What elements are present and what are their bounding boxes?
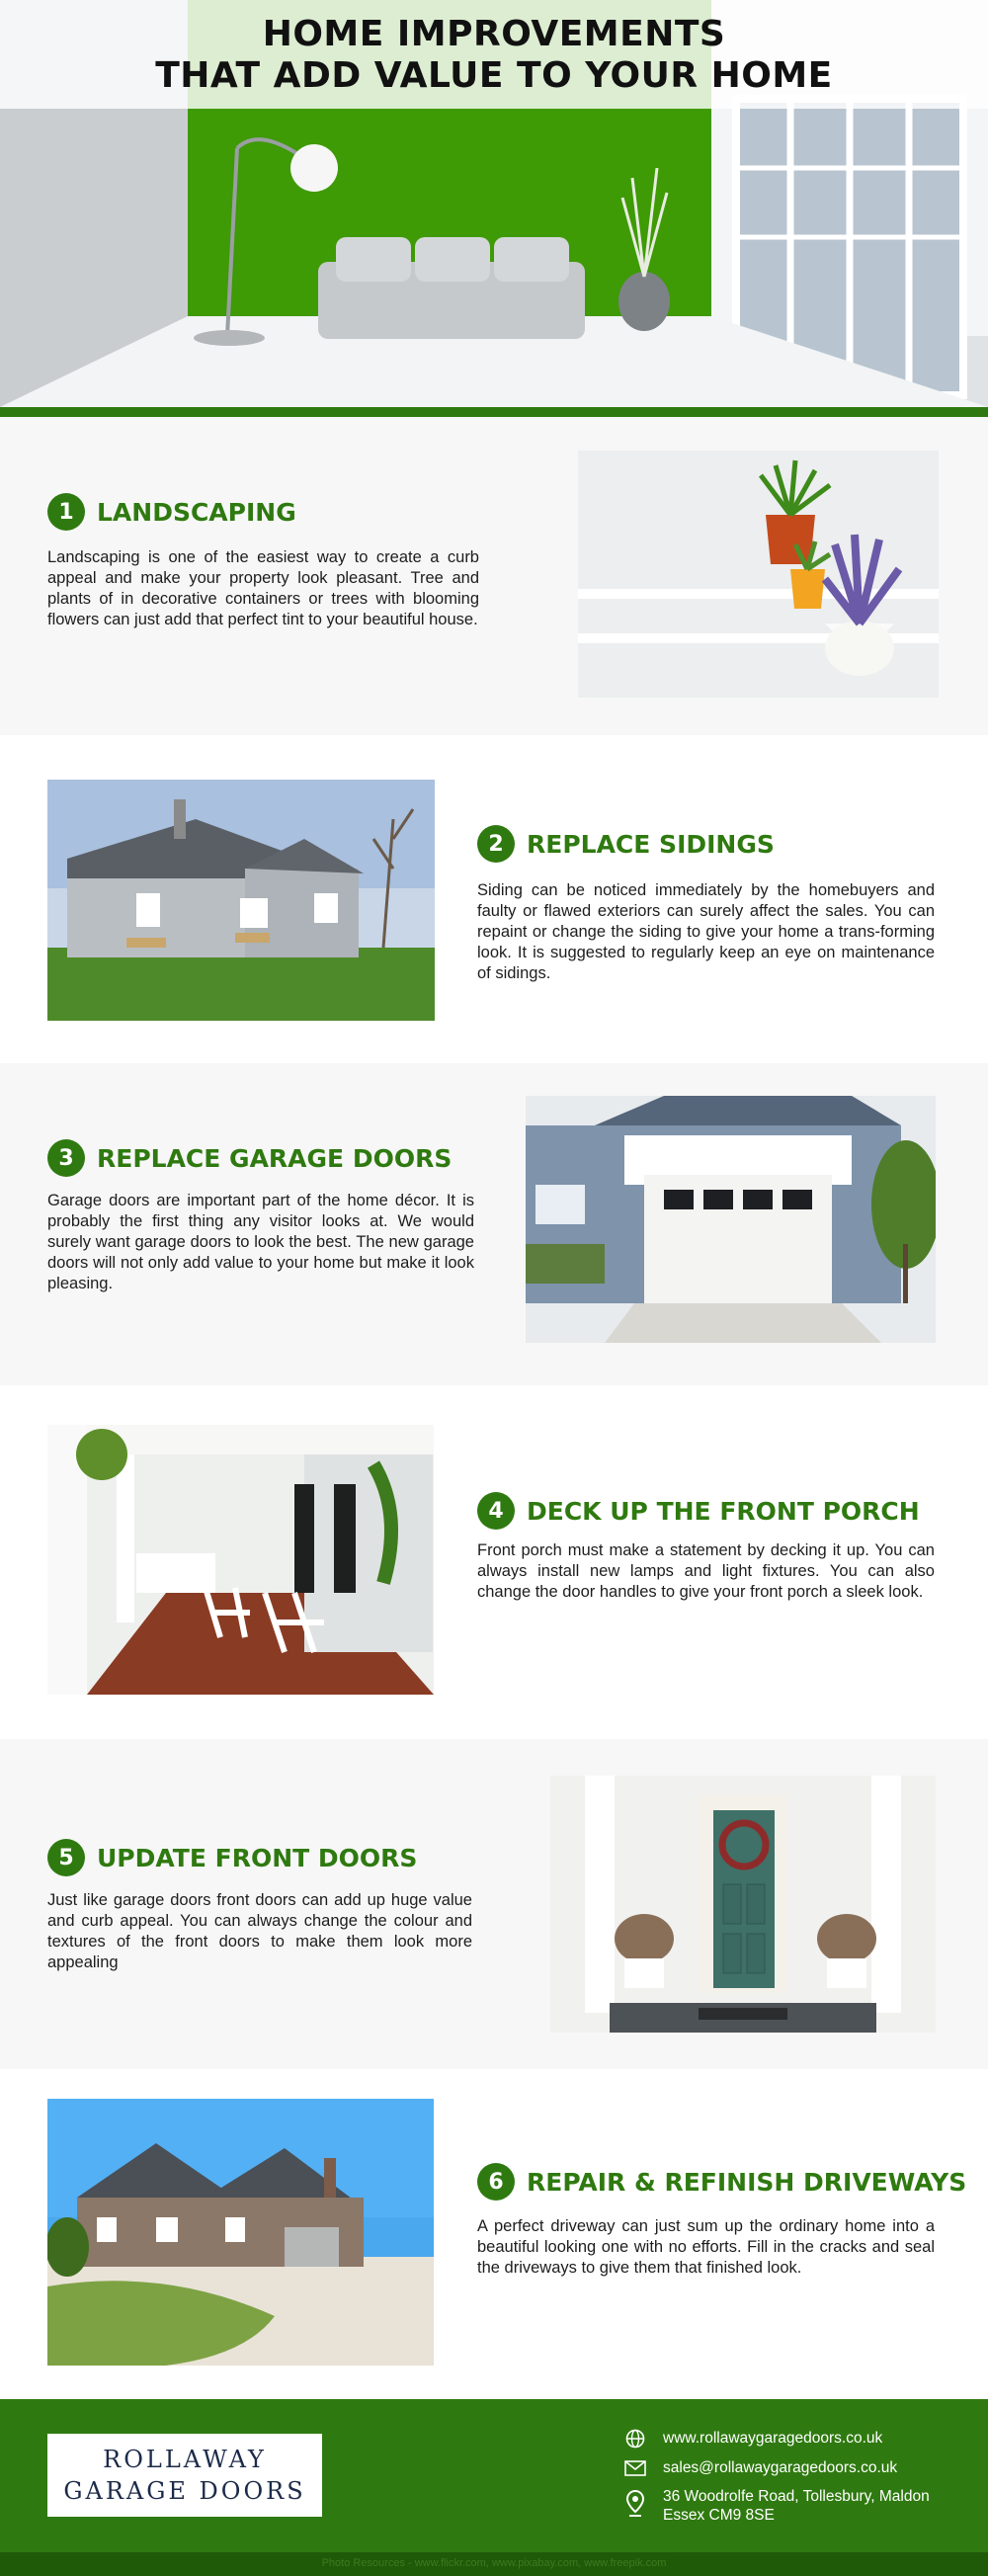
section-heading [477,2162,966,2202]
section-title: LANDSCAPING [97,497,296,527]
envelope-icon [622,2458,648,2478]
step-number-badge: 1 [47,493,85,531]
logo-line-1: ROLLAWAY [103,2446,267,2473]
section-heading [47,1838,417,1877]
page-title [0,14,988,97]
section-body: Front porch must make a statement by decking it up. You can always install new lamps and light fixtures. You can also change the door handles to give your front porch a sleek look. [477,1541,935,1601]
house-siding-photo [47,780,435,1021]
front-porch-photo [47,1425,434,1695]
section-body: Garage doors are important part of the home décor. It is probably the first thing any visitor looks at. We would surely want garage doors to look the best. The new garage doors will not only add value to your home but make it look pleasing. [47,1192,474,1292]
address-line-1: 36 Woodrolfe Road, Tollesbury, Maldon [663,2488,930,2505]
logo-line-2: GARAGE DOORS [63,2477,306,2505]
section-heading [477,824,775,864]
section-body: Landscaping is one of the easiest way to create a curb appeal and make your property look pleasant. Tree and plants of in decorative containers or trees with blooming flowers can just add that perfect tint to your beautiful house. [47,548,479,628]
contact-address [622,2487,930,2525]
page-title-line1: HOME IMPROVEMENTS [262,14,726,54]
page-title-line2: THAT ADD VALUE TO YOUR HOME [155,55,833,96]
website-link[interactable]: www.rollawaygaragedoors.co.uk [663,2430,883,2447]
address-line-2: Essex CM9 8SE [663,2507,775,2524]
section-body: Just like garage doors front doors can add up huge value and curb appeal. You can always change the colour and textures of the front doors to make them look more appealing [47,1891,472,1971]
step-number-badge: 5 [47,1839,85,1876]
address-text [663,2487,930,2525]
section-body: A perfect driveway can just sum up the ordinary home into a beautiful looking one with no efforts. Fill in the cracks and seal the driveways to give them that finished look. [477,2217,935,2277]
garage-door-photo [526,1096,936,1343]
section-heading [477,1491,920,1531]
potted-plants-photo [578,451,939,698]
section-heading [47,1138,452,1178]
contact-website[interactable] [622,2429,882,2449]
section-update-front-doors [0,1739,988,2069]
section-repair-driveways [0,2069,988,2399]
section-replace-garage-doors [0,1063,988,1385]
section-title: REPLACE GARAGE DOORS [97,1143,453,1173]
section-body: Siding can be noticed immediately by the homebuyers and faulty or flawed exteriors can surely affect the sales. You can repaint or change the siding to give your home a trans-forming look. It is suggested to regularly keep an eye on maintenance of sidings. [477,881,935,982]
section-title: DECK UP THE FRONT PORCH [527,1496,920,1526]
map-pin-icon [622,2487,648,2521]
section-heading [47,492,296,532]
hero-banner [0,0,988,417]
section-title: UPDATE FRONT DOORS [97,1843,418,1872]
hero-accent-stripe [0,407,988,417]
step-number-badge: 4 [477,1492,515,1530]
step-number-badge: 2 [477,825,515,863]
photo-credits: Photo Resources - www.flickr.com, www.pixabay.com, www.freepik.com [321,2557,667,2569]
section-title: REPAIR & REFINISH DRIVEWAYS [527,2167,967,2197]
step-number-badge: 6 [477,2163,515,2201]
front-door-photo [550,1776,936,2033]
section-replace-sidings [0,735,988,1063]
globe-icon [622,2429,648,2449]
step-number-badge: 3 [47,1139,85,1177]
contact-email[interactable] [622,2458,897,2478]
section-landscaping [0,417,988,735]
email-link[interactable]: sales@rollawaygaragedoors.co.uk [663,2459,898,2476]
section-title: REPLACE SIDINGS [527,829,775,859]
company-logo[interactable] [47,2434,322,2517]
driveway-photo [47,2099,434,2366]
section-deck-front-porch [0,1385,988,1739]
